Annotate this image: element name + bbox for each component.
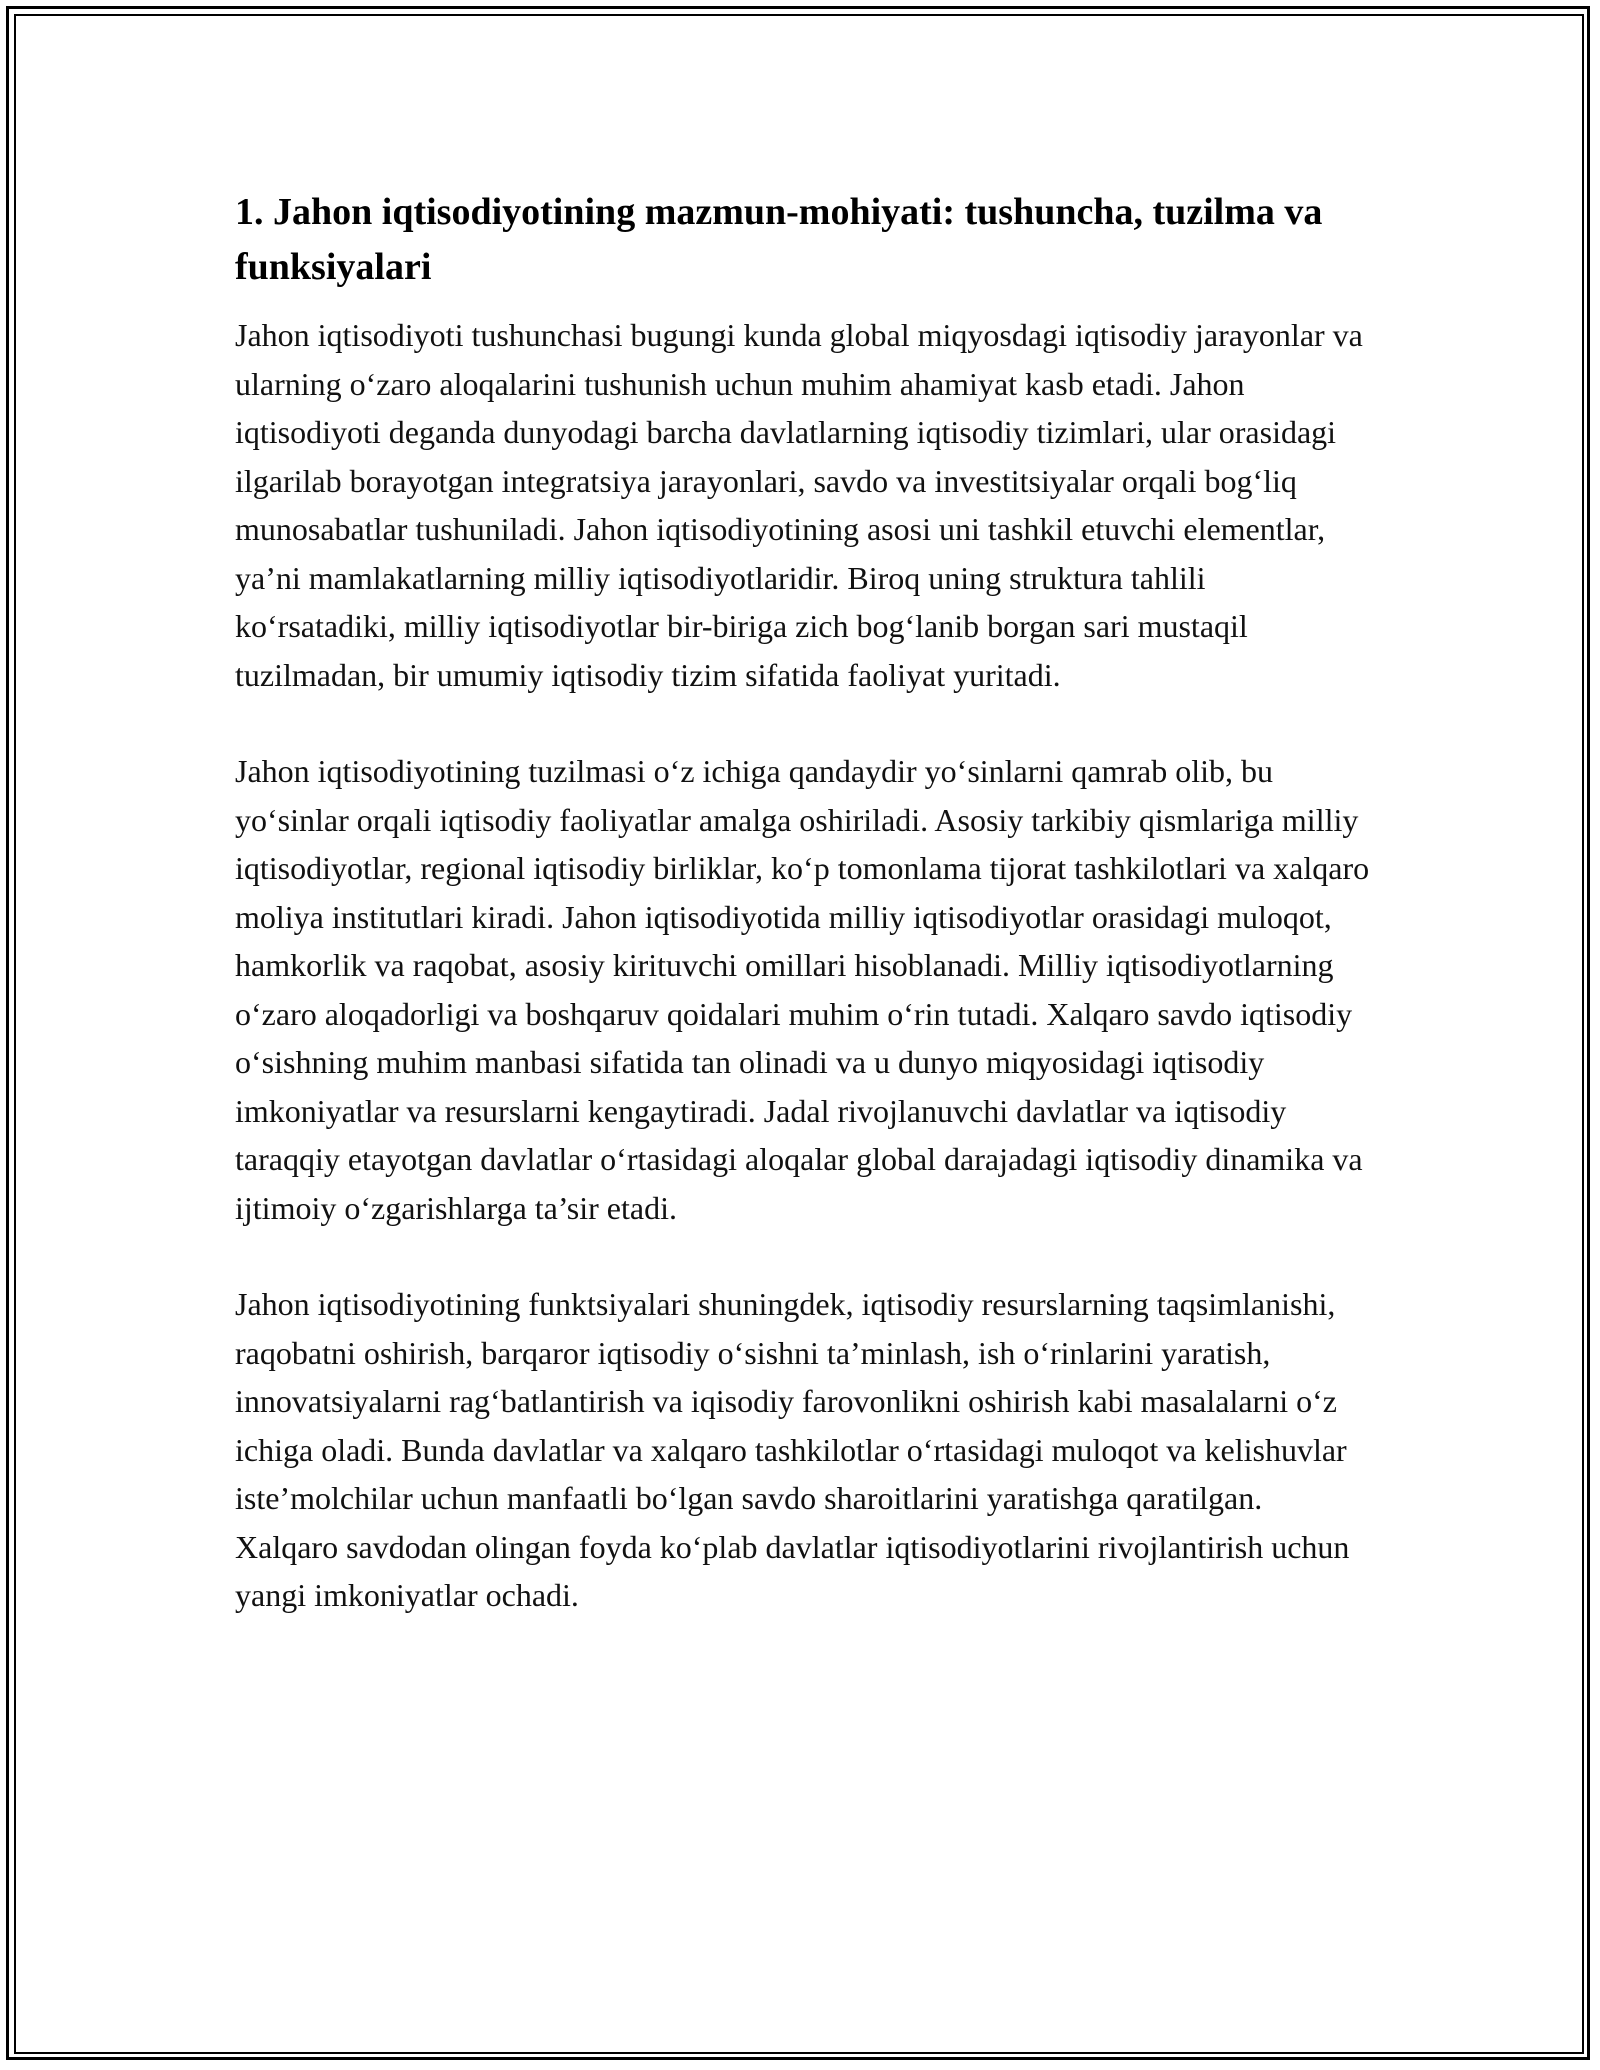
paragraph-concept: Jahon iqtisodiyoti tushunchasi bugungi kunda global miqyosdagi iqtisodiy jarayonlar va ularning o‘zaro aloqalarini tushunish uchun muhim ahamiyat kasb etadi. Jahon iqtisodiyoti deganda dunyodagi barcha davlatlarning iqtisodiy tizimlari, ular orasidagi ilgarilab borayotgan integratsiya jarayonlari, savdo va investitsiyalar orqali bog‘liq munosabatlar tushuniladi. Jahon iqtisodiyotining asosi uni tashkil etuvchi elementlar, ya’ni mamlakatlarning milliy iqtisodiyotlaridir. Biroq uning struktura tahlili ko‘rsatadiki, milliy iqtisodiyotlar bir-biriga zich bog‘lanib borgan sari mustaqil tuzilmadan, bir umumiy iqtisodiy tizim sifatida faoliyat yuritadi. xyxy=(235,317,1363,693)
paragraph-structure: Jahon iqtisodiyotining tuzilmasi o‘z ichiga qandaydir yo‘sinlarni qamrab olib, bu yo‘sinlar orqali iqtisodiy faoliyatlar amalga oshiriladi. Asosiy tarkibiy qismlariga milliy iqtisodiyotlar, regional iqtisodiy birliklar, ko‘p tomonlama tijorat tashkilotlari va xalqaro moliya institutlari kiradi. Jahon iqtisodiyotida milliy iqtisodiyotlar orasidagi muloqot, hamkorlik va raqobat, asosiy kirituvchi omillari hisoblanadi. Milliy iqtisodiyotlarning o‘zaro aloqadorligi va boshqaruv qoidalari muhim o‘rin tutadi. Xalqaro savdo iqtisodiy o‘sishning muhim manbasi sifatida tan olinadi va u dunyo miqyosidagi iqtisodiy imkoniyatlar va resurslarni kengaytiradi. Jadal rivojlanuvchi davlatlar va iqtisodiy taraqqiy etayotgan davlatlar o‘rtasidagi aloqalar global darajadagi iqtisodiy dinamika va ijtimoiy o‘zgarishlarga ta’sir etadi. xyxy=(235,753,1370,1226)
document-body xyxy=(235,185,1370,1668)
section-heading: 1. Jahon iqtisodiyotining mazmun-mohiyati: tushuncha, tuzilma va funksiyalari xyxy=(235,191,1323,288)
paragraph-functions: Jahon iqtisodiyotining funktsiyalari shuningdek, iqtisodiy resurslarning taqsimlanishi, raqobatni oshirish, barqaror iqtisodiy o‘sishni ta’minlash, ish o‘rinlarini yaratish, innovatsiyalarni rag‘batlantirish va iqisodiy farovonlikni oshirish kabi masalalarni o‘z ichiga oladi. Bunda davlatlar va xalqaro tashkilotlar o‘rtasidagi muloqot va kelishuvlar iste’molchilar uchun manfaatli bo‘lgan savdo sharoitlarini yaratishga qaratilgan. Xalqaro savdodan olingan foyda ko‘plab davlatlar iqtisodiyotlarini rivojlantirish uchun yangi imkoniyatlar ochadi. xyxy=(235,1286,1350,1613)
